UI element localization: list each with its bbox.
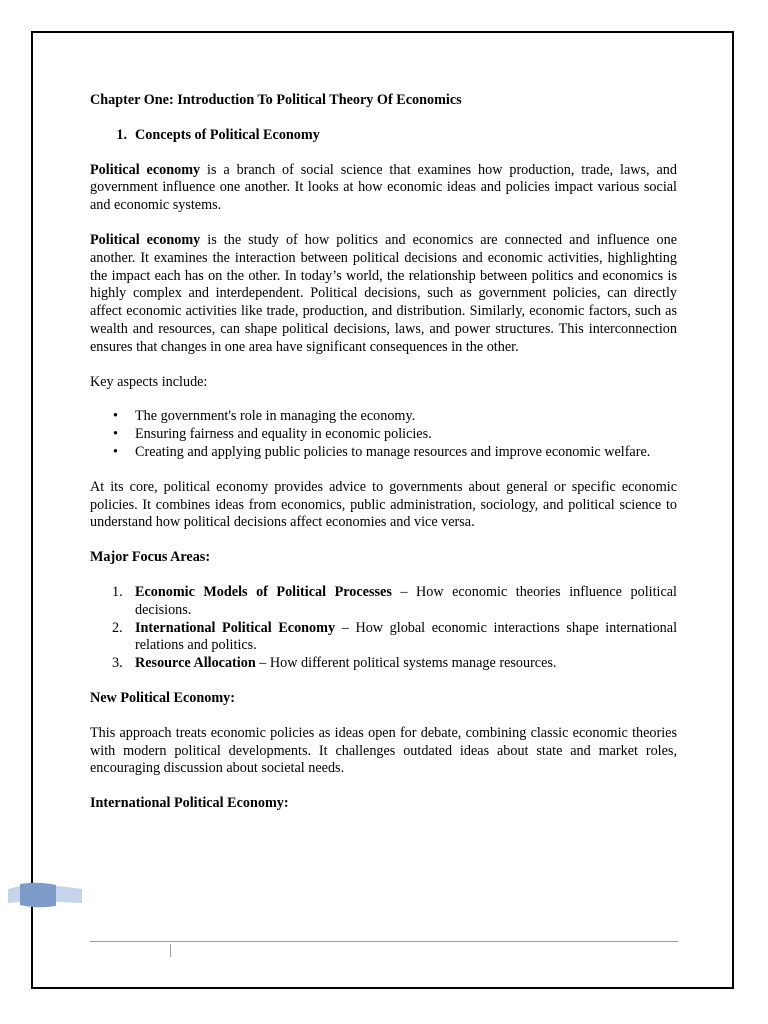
focus-area-description: – How global economic interactions shape international relations and politics. xyxy=(135,619,678,654)
document-body xyxy=(90,92,677,813)
focus-areas-list xyxy=(90,584,677,673)
key-aspects-intro: Key aspects include: xyxy=(90,373,208,390)
intro-paragraph-2 xyxy=(90,232,677,357)
focus-area-term: Economic Models of Political Processes xyxy=(135,583,392,600)
list-number: 1. xyxy=(112,583,123,600)
list-item-text: Creating and applying public policies to manage resources and improve economic welfare. xyxy=(135,443,651,460)
new-political-economy-paragraph: This approach treats economic policies as ideas open for debate, combining classic economic theories with modern political developments. It challenges outdated ideas about state and market roles, encouraging discussion about societal needs. xyxy=(90,724,677,777)
list-item xyxy=(90,408,677,426)
list-item xyxy=(90,584,677,620)
list-item-text: Ensuring fairness and equality in economic policies. xyxy=(135,426,432,443)
list-item-text xyxy=(135,620,677,656)
list-number: 2. xyxy=(112,619,123,636)
key-aspects-list xyxy=(90,408,677,461)
list-item-text xyxy=(135,655,677,673)
intro-paragraph-2-term: Political economy xyxy=(90,231,201,248)
section-title: Concepts of Political Economy xyxy=(135,126,320,143)
bullet-marker: • xyxy=(113,443,118,460)
bullet-marker: • xyxy=(113,408,118,425)
focus-area-term: Resource Allocation xyxy=(135,655,256,672)
ribbon-decoration xyxy=(8,881,82,909)
international-political-economy-heading: International Political Economy: xyxy=(90,795,289,812)
list-item xyxy=(90,444,677,462)
footer-divider xyxy=(90,941,678,942)
core-paragraph: At its core, political economy provides advice to governments about general or specific economic policies. It combines ideas from economics, public administration, sociology, and political science to understand how political decisions affect economies and vice versa. xyxy=(90,478,677,531)
intro-paragraph-2-text: is the study of how politics and economics are connected and influence one another. It examines the interaction between political decisions and economic activities, highlighting the impact each has on the other. In today’s world, the relationship between politics and economics is highly complex and interdependent. Political decisions, such as government policies, can directly affect economic activities like trade, production, and distribution. Similarly, economic factors, such as wealth and resources, can shape political decisions, laws, and power structures. This interconnection ensures that changes in one area have significant consequences in the other. xyxy=(90,231,677,355)
list-item-text: The government's role in managing the economy. xyxy=(135,408,416,425)
ribbon-dark-band xyxy=(20,883,56,908)
list-item xyxy=(90,426,677,444)
focus-area-description: – How economic theories influence political decisions. xyxy=(135,583,677,618)
focus-area-term: International Political Economy xyxy=(135,619,336,636)
list-item-text xyxy=(135,584,677,620)
list-number: 3. xyxy=(112,655,123,672)
intro-paragraph-1 xyxy=(90,162,677,215)
list-item xyxy=(90,655,677,673)
bullet-marker: • xyxy=(113,426,118,443)
intro-paragraph-1-term: Political economy xyxy=(90,161,201,178)
intro-paragraph-1-text: is a branch of social science that examines how production, trade, laws, and government influence one another. It looks at how economic ideas and policies impact various social and economic systems. xyxy=(90,161,677,214)
major-focus-heading: Major Focus Areas: xyxy=(90,549,211,566)
section-number: 1. xyxy=(116,126,127,143)
chapter-title: Chapter One: Introduction To Political Theory Of Economics xyxy=(90,92,462,108)
focus-area-description: – How different political systems manage resources. xyxy=(255,655,557,672)
footer-cursor-mark xyxy=(170,944,171,957)
list-item xyxy=(90,620,677,656)
section-heading xyxy=(90,127,677,145)
new-political-economy-heading: New Political Economy: xyxy=(90,689,235,706)
